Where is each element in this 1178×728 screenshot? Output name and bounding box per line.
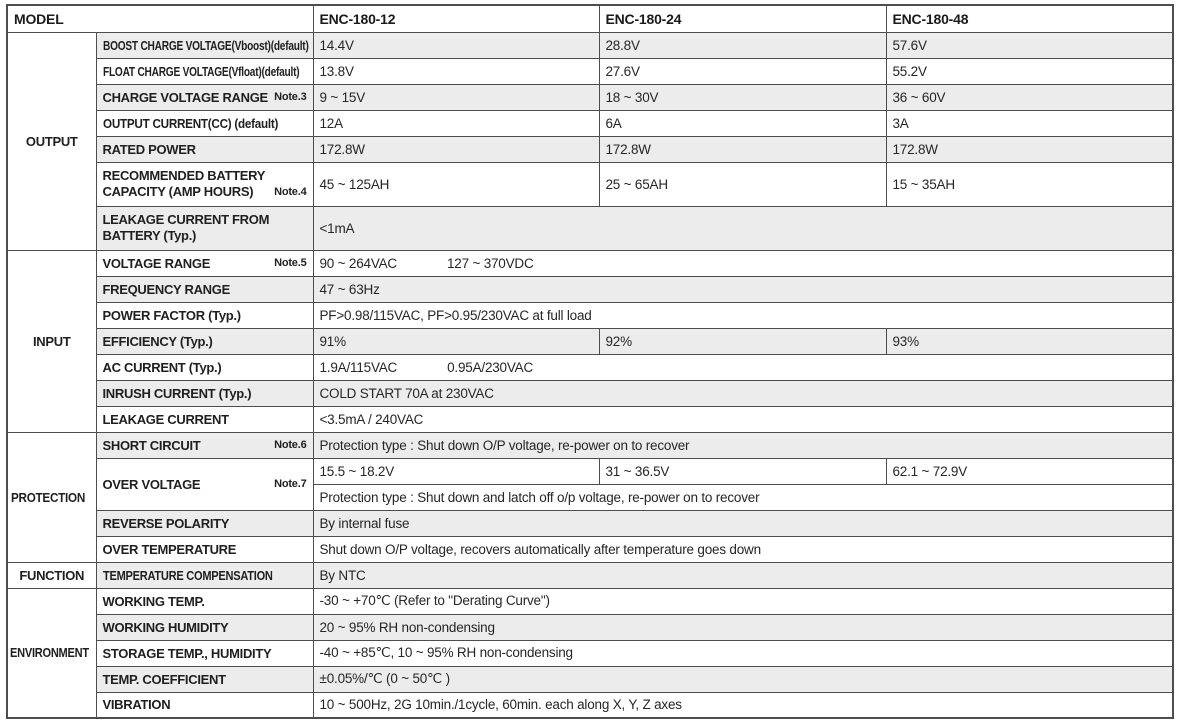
row-rated-power (7, 136, 1173, 162)
value-text: 25 ~ 65AH (605, 176, 668, 192)
label-cell (96, 614, 313, 640)
value-text: 172.8W (605, 141, 651, 157)
value-text: Protection type : Shut down O/P voltage, re-power on to recover (319, 437, 690, 453)
value-text: 31 ~ 36.5V (605, 463, 670, 479)
value-cell (599, 58, 886, 84)
row-storage-temp-humidity (7, 640, 1173, 666)
section-label-function: FUNCTION (19, 567, 85, 583)
value-text: 15 ~ 35AH (892, 176, 955, 192)
value-text: 15.5 ~ 18.2V (319, 463, 395, 479)
model-name-enc-180-12: ENC-180-12 (319, 10, 396, 27)
value-cell (599, 328, 886, 354)
row-label: CHARGE VOLTAGE RANGE (102, 89, 268, 105)
row-power-factor (7, 302, 1173, 328)
row-output-current (7, 110, 1173, 136)
value-cell (599, 458, 886, 484)
value-text: 93% (892, 333, 919, 349)
value-cell (886, 136, 1173, 162)
label-cell (96, 562, 313, 588)
label-cell (96, 354, 313, 380)
value-cell-span (313, 354, 1173, 380)
row-label: AC CURRENT (Typ.) (102, 359, 222, 375)
label-cell (96, 250, 313, 276)
row-battery-capacity (7, 162, 1173, 206)
label-cell (96, 666, 313, 692)
value-text: 13.8V (319, 63, 354, 79)
value-text: 18 ~ 30V (605, 89, 659, 105)
value-cell (599, 110, 886, 136)
row-label: OVER VOLTAGE (102, 476, 201, 492)
value-text: PF>0.98/115VAC, PF>0.95/230VAC at full load (319, 307, 592, 323)
header-row (7, 5, 1173, 32)
label-cell (96, 328, 313, 354)
row-label: OUTPUT CURRENT(CC) (default) (102, 115, 278, 131)
value-text: 27.6V (605, 63, 640, 79)
row-label: VOLTAGE RANGE (102, 255, 211, 271)
row-label (103, 168, 307, 200)
row-label-line2: CAPACITY (AMP HOURS) (102, 184, 254, 199)
value-text: 6A (605, 115, 622, 131)
value-text: By internal fuse (319, 515, 410, 531)
value-cell-span (313, 640, 1173, 666)
label-cell (96, 640, 313, 666)
value-text: Shut down O/P voltage, recovers automatically after temperature goes down (319, 541, 761, 557)
value-text: 12A (319, 115, 343, 131)
value-text: <3.5mA / 240VAC (319, 411, 424, 427)
row-label: POWER FACTOR (Typ.) (102, 307, 241, 323)
value-text: 57.6V (892, 37, 927, 53)
value-text: 92% (605, 333, 632, 349)
row-label: VIBRATION (102, 697, 171, 713)
value-text: COLD START 70A at 230VAC (319, 385, 494, 401)
value-text: 47 ~ 63Hz (319, 281, 380, 297)
value-cell-span (313, 432, 1173, 458)
spec-table (6, 4, 1174, 719)
row-working-temp (7, 588, 1173, 614)
row-ac-current (7, 354, 1173, 380)
row-label: FREQUENCY RANGE (102, 281, 230, 297)
value-text: -30 ~ +70℃ (Refer to "Derating Curve") (319, 593, 550, 608)
value-cell (886, 58, 1173, 84)
row-label: OVER TEMPERATURE (102, 541, 237, 557)
row-label-line1: LEAKAGE CURRENT FROM (102, 212, 270, 227)
row-label: LEAKAGE CURRENT (102, 411, 229, 427)
value-cell (313, 458, 599, 484)
value-cell (313, 84, 599, 110)
row-label: WORKING HUMIDITY (102, 619, 229, 635)
row-inrush-current (7, 380, 1173, 406)
row-label: FLOAT CHARGE VOLTAGE(Vfloat)(default) (102, 63, 299, 79)
value-text: 10 ~ 500Hz, 2G 10min./1cycle, 60min. each along X, Y, Z axes (319, 697, 682, 713)
value-cell (886, 162, 1173, 206)
row-reverse-polarity (7, 510, 1173, 536)
value-cell (599, 32, 886, 58)
value-cell-span (313, 206, 1173, 250)
row-vibration (7, 692, 1173, 718)
value-cell-span (313, 666, 1173, 692)
value-cell-span (313, 250, 1173, 276)
value-text: 20 ~ 95% RH non-condensing (319, 619, 495, 635)
label-cell (96, 406, 313, 432)
value-text: 55.2V (892, 63, 927, 79)
value-text: -40 ~ +85℃, 10 ~ 95% RH non-condensing (319, 645, 573, 660)
note-marker: Note.7 (274, 478, 307, 490)
label-cell (96, 84, 313, 110)
section-label-environment: ENVIRONMENT (10, 645, 89, 661)
value-cell (886, 110, 1173, 136)
model-name-enc-180-24: ENC-180-24 (605, 10, 682, 27)
value-cell-span (313, 588, 1173, 614)
value-cell (599, 136, 886, 162)
note-marker: Note.5 (274, 257, 307, 269)
row-label-line2: BATTERY (Typ.) (102, 228, 197, 243)
value-cell (599, 162, 886, 206)
value-cell-span (313, 510, 1173, 536)
value-text: 28.8V (605, 37, 640, 53)
note-marker: Note.4 (274, 186, 307, 198)
value-cell (886, 328, 1173, 354)
value-cell (599, 84, 886, 110)
value-text: 9 ~ 15V (319, 89, 366, 105)
value-text: 172.8W (892, 141, 938, 157)
note-marker: Note.6 (274, 439, 307, 451)
row-temp-coefficient (7, 666, 1173, 692)
model-name-enc-180-48: ENC-180-48 (892, 10, 969, 27)
row-label: WORKING TEMP. (102, 593, 205, 609)
row-label: BOOST CHARGE VOLTAGE(Vboost)(default) (102, 37, 309, 53)
row-boost-charge (7, 32, 1173, 58)
label-cell (96, 458, 313, 510)
row-short-circuit (7, 432, 1173, 458)
section-cell-environment (7, 588, 96, 718)
value-text-230vac: 0.95A/230VAC (447, 359, 534, 375)
row-label: STORAGE TEMP., HUMIDITY (102, 645, 272, 661)
label-cell (96, 136, 313, 162)
row-temperature-compensation (7, 562, 1173, 588)
value-text: 3A (892, 115, 909, 131)
value-text: ±0.05%/℃ (0 ~ 50℃ ) (319, 671, 450, 686)
row-label: INRUSH CURRENT (Typ.) (102, 385, 252, 401)
model-name-cell-2 (599, 5, 886, 32)
row-over-temperature (7, 536, 1173, 562)
value-cell-span (313, 536, 1173, 562)
row-over-voltage-values (7, 458, 1173, 484)
row-voltage-range (7, 250, 1173, 276)
row-leakage-current (7, 406, 1173, 432)
row-float-charge (7, 58, 1173, 84)
label-cell (96, 58, 313, 84)
value-cell (886, 84, 1173, 110)
note-marker: Note.3 (274, 91, 307, 103)
value-text: 172.8W (319, 141, 365, 157)
value-cell (313, 136, 599, 162)
row-label: RATED POWER (102, 141, 196, 157)
section-cell-output (7, 32, 96, 250)
label-cell (96, 110, 313, 136)
value-text: 91% (319, 333, 346, 349)
value-cell (886, 32, 1173, 58)
value-text-115vac: 1.9A/115VAC (319, 359, 398, 375)
label-cell (96, 302, 313, 328)
model-header-cell (7, 5, 313, 32)
model-name-cell-1 (313, 5, 599, 32)
value-cell-span (313, 380, 1173, 406)
section-cell-function (7, 562, 96, 588)
row-label: REVERSE POLARITY (102, 515, 230, 531)
section-cell-input (7, 250, 96, 432)
value-text: 45 ~ 125AH (319, 176, 390, 192)
section-label-input: INPUT (32, 333, 71, 349)
value-cell-span (313, 692, 1173, 718)
row-label-line1: RECOMMENDED BATTERY (102, 168, 266, 183)
value-cell-span (313, 614, 1173, 640)
value-cell-span (313, 302, 1173, 328)
value-cell-span (313, 276, 1173, 302)
value-cell-span (313, 562, 1173, 588)
row-label: EFFICIENCY (Typ.) (102, 333, 213, 349)
section-label-protection: PROTECTION (10, 489, 85, 505)
value-cell (313, 328, 599, 354)
row-label: TEMPERATURE COMPENSATION (102, 567, 273, 583)
model-header-label: MODEL (14, 10, 64, 27)
row-working-humidity (7, 614, 1173, 640)
row-leakage-from-battery (7, 206, 1173, 250)
row-label: TEMP. COEFFICIENT (102, 671, 226, 687)
label-cell (96, 276, 313, 302)
label-cell (96, 510, 313, 536)
row-label (103, 212, 307, 244)
value-cell-span (313, 484, 1173, 510)
label-cell (96, 536, 313, 562)
label-cell (96, 162, 313, 206)
label-cell (96, 32, 313, 58)
model-name-cell-3 (886, 5, 1173, 32)
value-cell (313, 162, 599, 206)
label-cell (96, 206, 313, 250)
section-label-output: OUTPUT (25, 133, 78, 149)
value-text-ac: 90 ~ 264VAC (319, 255, 397, 271)
value-cell (313, 32, 599, 58)
value-cell-span (313, 406, 1173, 432)
label-cell (96, 432, 313, 458)
value-text: By NTC (319, 567, 366, 583)
value-text: 36 ~ 60V (892, 89, 946, 105)
value-text: Protection type : Shut down and latch off o/p voltage, re-power on to recover (319, 489, 760, 505)
row-label: SHORT CIRCUIT (102, 437, 201, 453)
row-frequency-range (7, 276, 1173, 302)
label-cell (96, 692, 313, 718)
value-cell (313, 110, 599, 136)
value-text-dc: 127 ~ 370VDC (446, 255, 534, 271)
value-text: 14.4V (319, 37, 354, 53)
value-cell (886, 458, 1173, 484)
value-text: <1mA (319, 220, 355, 236)
row-charge-voltage-range (7, 84, 1173, 110)
section-cell-protection (7, 432, 96, 562)
value-text: 62.1 ~ 72.9V (892, 463, 968, 479)
label-cell (96, 380, 313, 406)
row-efficiency (7, 328, 1173, 354)
label-cell (96, 588, 313, 614)
value-cell (313, 58, 599, 84)
